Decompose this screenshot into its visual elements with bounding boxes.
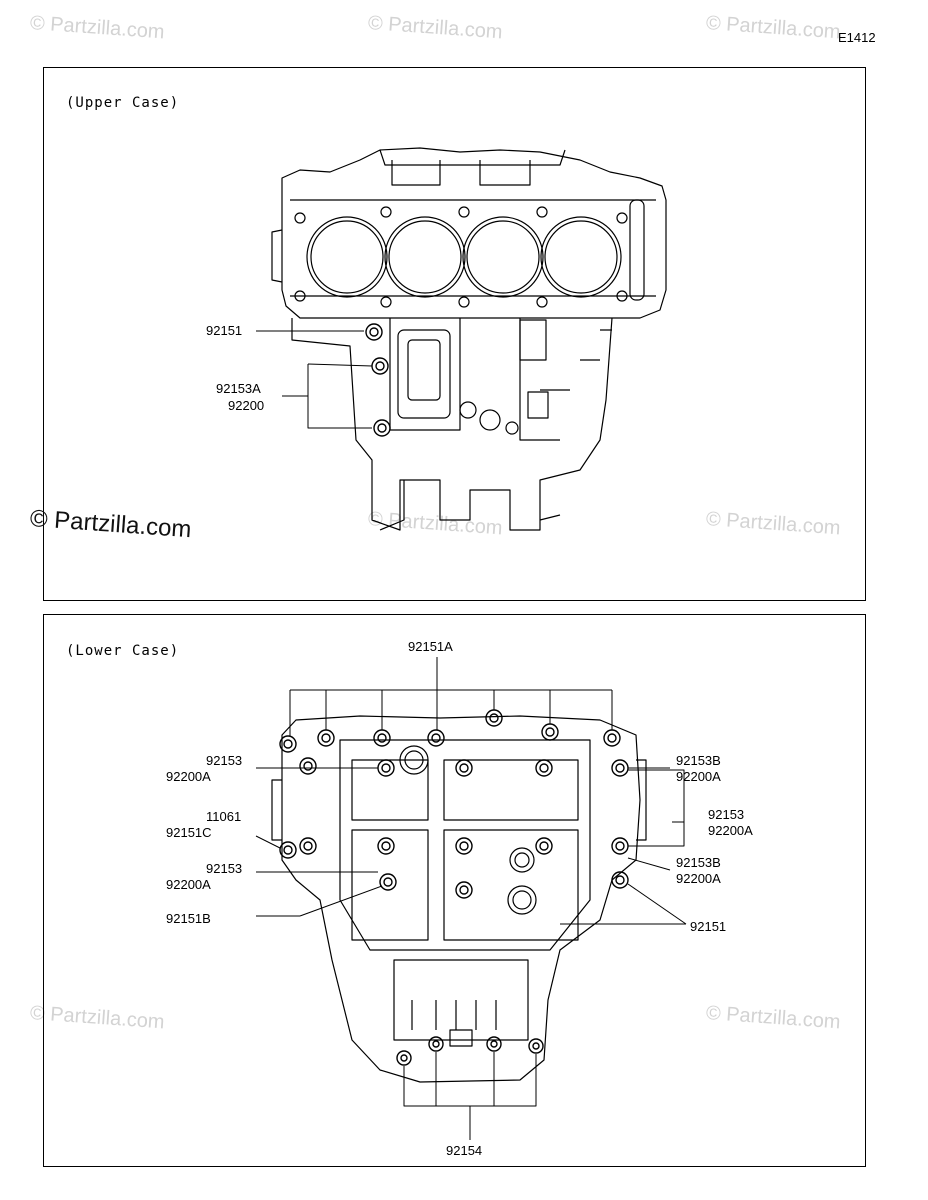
brand-mark: © Partzilla.com <box>29 505 193 544</box>
part-label-92151[interactable]: 92151 <box>206 323 243 338</box>
part-label-92151[interactable]: 92151 <box>690 919 727 934</box>
part-label-92200a[interactable]: 92200A <box>166 877 211 892</box>
part-label-92153[interactable]: 92153 <box>206 861 243 876</box>
watermark: © Partzilla.com <box>705 508 842 540</box>
part-label-92153b[interactable]: 92153B <box>676 753 721 768</box>
part-label-92151a[interactable]: 92151A <box>408 639 453 654</box>
watermark: © Partzilla.com <box>705 12 842 44</box>
part-label-92153b[interactable]: 92153B <box>676 855 721 870</box>
lower-crankcase-illustration <box>272 710 646 1082</box>
watermark: © Partzilla.com <box>705 1002 842 1034</box>
part-label-92154[interactable]: 92154 <box>446 1143 483 1158</box>
part-label-92200a[interactable]: 92200A <box>676 871 721 886</box>
watermark: © Partzilla.com <box>367 508 504 540</box>
lower-case-title: (Lower Case) <box>66 643 180 659</box>
part-label-92153a[interactable]: 92153A <box>216 381 261 396</box>
watermark: © Partzilla.com <box>367 12 504 44</box>
upper-case-title: (Upper Case) <box>66 95 180 111</box>
part-label-92200a[interactable]: 92200A <box>676 769 721 784</box>
part-label-92200a[interactable]: 92200A <box>166 769 211 784</box>
part-label-92153[interactable]: 92153 <box>206 753 243 768</box>
part-label-92200[interactable]: 92200 <box>228 398 265 413</box>
upper-crankcase-illustration <box>272 148 666 530</box>
part-label-92200a[interactable]: 92200A <box>708 823 753 838</box>
watermark: © Partzilla.com <box>29 1002 166 1034</box>
watermark: © Partzilla.com <box>29 12 166 44</box>
part-label-92153[interactable]: 92153 <box>708 807 745 822</box>
diagram-code: E1412 <box>838 30 876 45</box>
part-label-11061[interactable]: 11061 <box>206 809 242 824</box>
part-label-92151b[interactable]: 92151B <box>166 911 211 926</box>
part-label-92151c[interactable]: 92151C <box>166 825 212 840</box>
